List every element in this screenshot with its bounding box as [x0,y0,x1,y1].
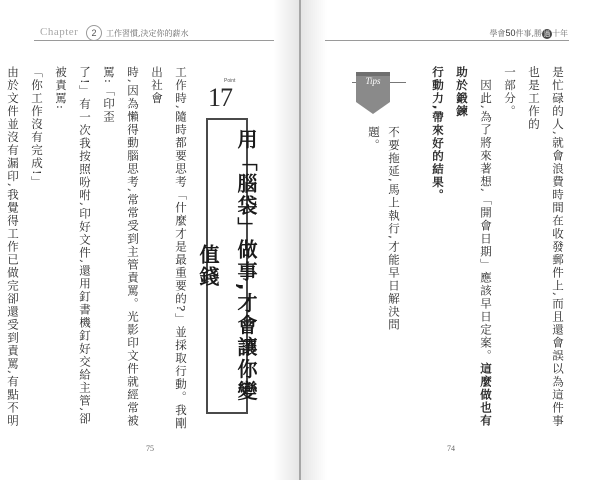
point-label: Point [224,78,236,84]
chapter-word: Chapter [40,26,79,38]
tips-banner [356,72,390,114]
left-page [0,0,299,480]
body-column: 了!」有一次我按照吩咐,印好文件,還用釘書機釘好交給主管,卻被責罵: [54,66,92,426]
body-column: 「你工作沒有完成!」 [30,66,44,190]
body-column: 由於文件並沒有漏印,我覺得工作已做完卻還受到責罵,有點不明 [6,66,20,428]
header-rule-left [34,40,274,41]
gutter-shadow-left [273,0,299,480]
chapter-number-badge: 2 [86,25,102,41]
page-number-left: 75 [146,444,154,453]
gutter-shadow-right [301,0,327,480]
body-run-plain: 因此,為了將來著想,「開會日期」應該早日定案。 [479,79,493,363]
body-column [450,66,498,436]
body-column: 一部分。 [503,66,517,118]
page-number-right: 74 [447,444,455,453]
point-number: 17 [208,83,232,112]
running-head-badge: 過 [543,30,551,38]
running-head [489,28,568,39]
body-run-bold: 這麼做也有助於鍛鍊 [455,66,493,428]
running-head-middle: 件事,勝 [515,29,542,38]
headline-text: 用「腦袋」做事,才會讓你變值錢 [196,129,258,403]
left-page-body [0,66,193,436]
body-column: 時,因為懶得動腦思考,常常受到主管責罵。光影印文件就經常被罵:「印歪 [102,66,140,428]
running-head-after: 十年 [552,29,568,38]
tips-label: Tips [365,76,381,86]
body-column-bold: 行動力,帶來好的結果。 [431,66,445,202]
body-column: 是忙碌的人,就會浪費時間在收發郵件上,而且還會誤以為這件事也是工作的 [527,66,565,428]
header-rule-right [325,40,569,41]
headline-box [196,118,258,414]
tips-text: 不要拖延,馬上執行,才能早日解決問題。 [367,126,401,332]
body-column: 工作時,隨時都要思考「什麼才是最重要的?」並採取行動。我剛出社會 [150,66,188,430]
right-page-body [431,66,570,436]
chapter-title: 工作習慣,決定你的薪水 [106,29,189,38]
running-head-number: 50 [505,28,516,38]
running-head-before: 學會 [489,29,506,38]
